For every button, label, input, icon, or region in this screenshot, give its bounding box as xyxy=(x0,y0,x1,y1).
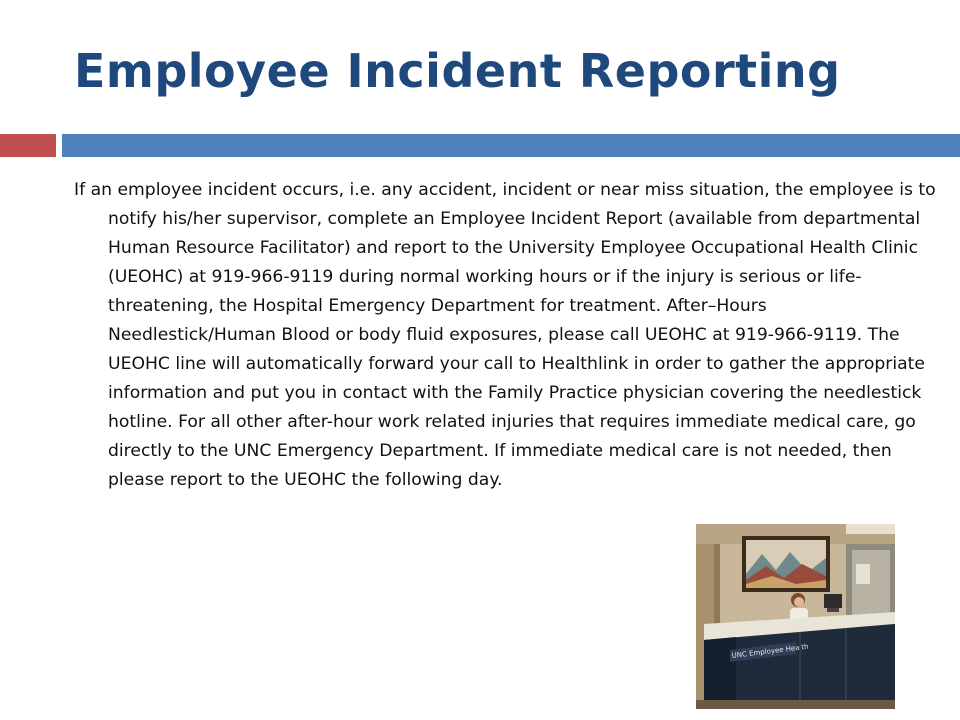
accent-bar-red xyxy=(0,134,56,157)
accent-bar-blue xyxy=(62,134,960,157)
desk-sign-text: UNC Employee Health xyxy=(731,642,810,660)
body-paragraph: If an employee incident occurs, i.e. any accident, incident or near miss situation, the employee is to notify his/her supervisor, complete an Employee Incident Report (available from departmental Human Resource Facilitator) and report to the University Employee Occupational Health Clinic (UEOHC) at 919-966-9119 during normal working hours or if the injury is serious or life-threatening, the Hospital Emergency Department for treatment. After–Hours Needlestick/Human Blood or body fluid exposures, please call UEOHC at 919-966-9119. The UEOHC line will automatically forward your call to Healthlink in order to gather the appropriate information and put you in contact with the Family Practice physician covering the needlestick hotline. For all other after-hour work related injuries that requires immediate medical care, go directly to the UNC Emergency Department. If immediate medical care is not needed, then please report to the UEOHC the following day. xyxy=(74,180,936,490)
slide-title: Employee Incident Reporting xyxy=(74,44,841,98)
reception-desk-photo xyxy=(696,524,895,709)
